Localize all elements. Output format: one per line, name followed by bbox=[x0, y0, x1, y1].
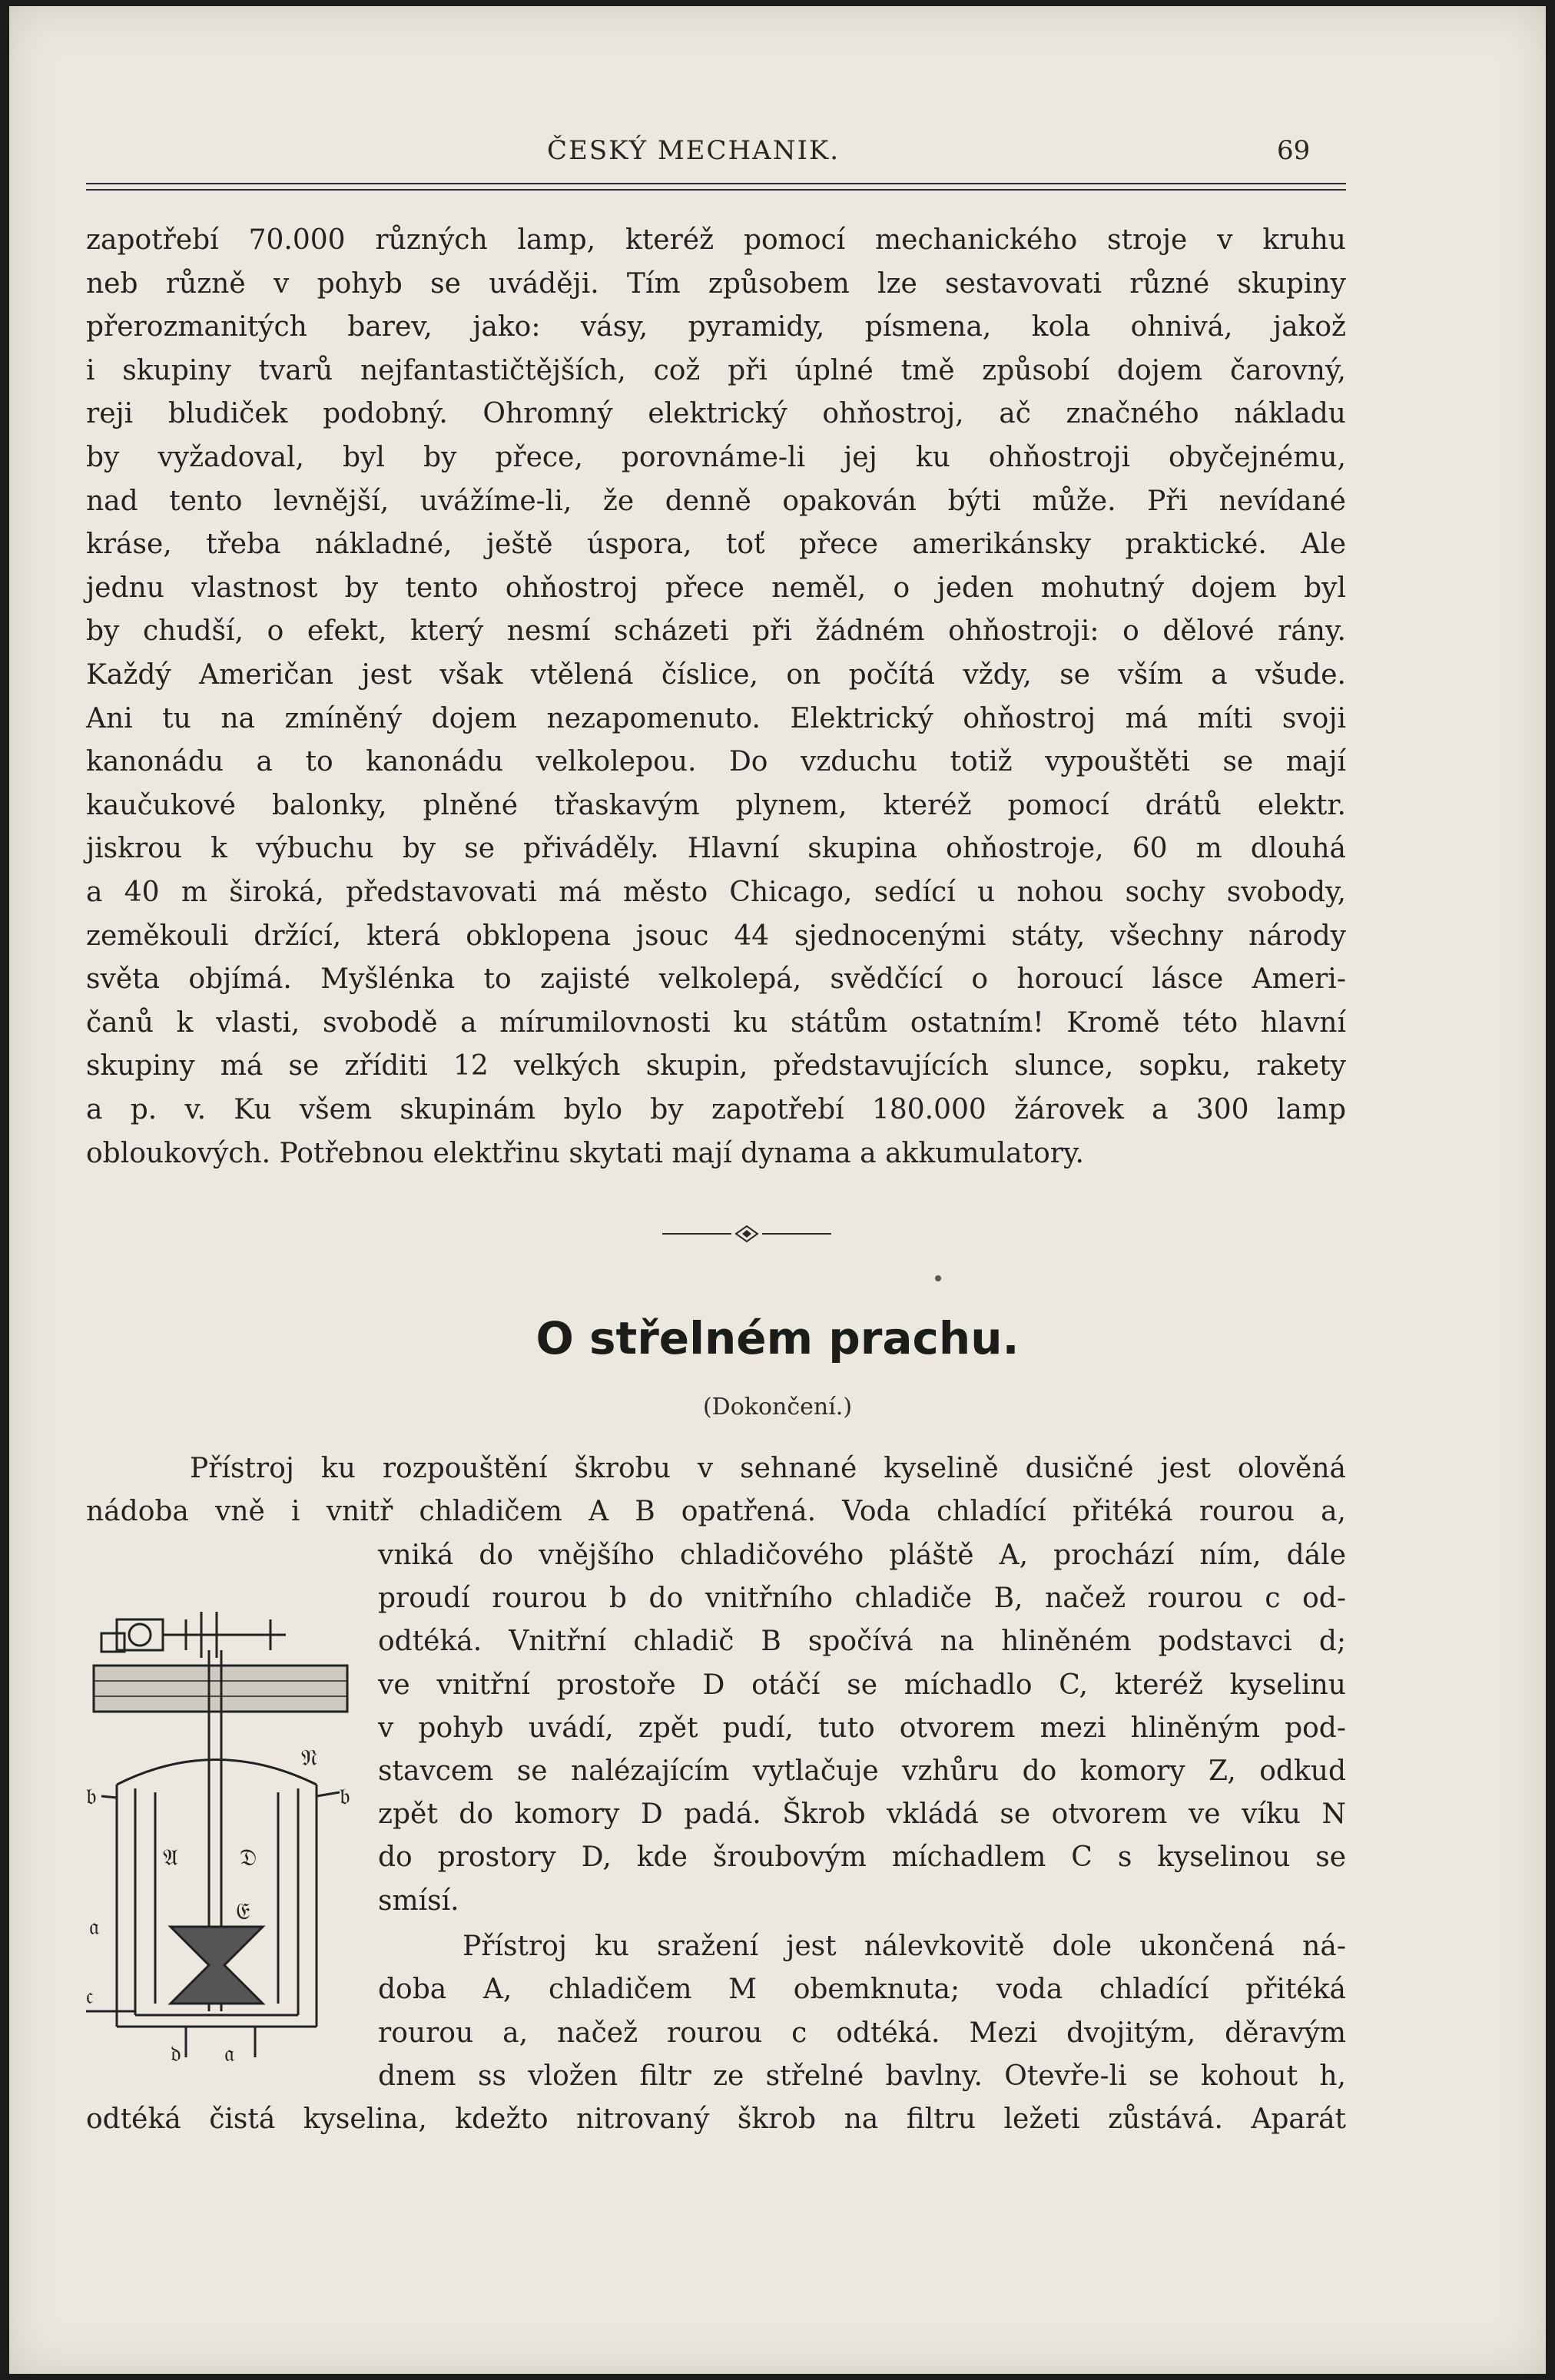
text-line: v pohyb uvádí, zpět pudí, tuto otvorem mezi hliněným pod- bbox=[378, 1712, 1346, 1744]
label-b-right: 𝔟 bbox=[340, 1783, 350, 1810]
text-line: kanonádu a to kanonádu velkolepou. Do vzduchu totiž vypouštěti se mají bbox=[86, 746, 1346, 778]
article-subtitle: (Dokončení.) bbox=[702, 1394, 853, 1420]
text-line: ve vnitřní prostoře D otáčí se míchadlo C, kteréž kyselinu bbox=[378, 1669, 1346, 1701]
article-title: O střelném prachu. bbox=[535, 1312, 1020, 1364]
text-line: neb různě v pohyb se uváději. Tím způsobem lze sestavovati různé skupiny bbox=[86, 267, 1346, 300]
page-number: 69 bbox=[1277, 135, 1311, 166]
text-line: Ani tu na zmíněný dojem nezapomenuto. Elektrický ohňostroj má míti svoji bbox=[86, 702, 1346, 734]
text-line: zeměkouli držící, která obklopena jsouc 44 sjednocenými státy, všechny národy bbox=[86, 920, 1346, 952]
header-rule bbox=[86, 183, 1346, 184]
text-line: nádoba vně i vnitř chladičem A B opatřená. Voda chladící přitéká rourou a, bbox=[86, 1496, 1346, 1527]
label-d-low: 𝔡 bbox=[171, 2040, 181, 2065]
text-line: do prostory D, kde šroubovým míchadlem C s kyselinou se bbox=[378, 1841, 1346, 1874]
text-line: světa objímá. Myšlénka to zajisté velkolepá, svědčící o horoucí lásce Ameri- bbox=[86, 963, 1346, 996]
text-line: čanů k vlasti, svobodě a mírumilovnosti ku státům ostatním! Kromě této hlavní bbox=[86, 1006, 1346, 1039]
text-line: přerozmanitých barev, jako: vásy, pyramidy, písmena, kola ohnivá, jakož bbox=[86, 311, 1346, 343]
text-line: a p. v. Ku všem skupinám bylo by zapotřebí 180.000 žárovek a 300 lamp bbox=[86, 1094, 1346, 1125]
text-line: smísí. bbox=[378, 1884, 459, 1917]
text-line: obloukových. Potřebnou elektřinu skytati mají dynama a akkumulatory. bbox=[86, 1137, 1084, 1169]
text-line: zpět do komory D padá. Škrob vkládá se otvorem ve víku N bbox=[378, 1798, 1346, 1831]
label-c-low: 𝔠 bbox=[86, 1983, 94, 2010]
label-d: 𝔇 bbox=[240, 1845, 257, 1871]
label-a-low: 𝔞 bbox=[224, 2040, 235, 2065]
text-line: proudí rourou b do vnitřního chladiče B, načež rourou c od- bbox=[378, 1583, 1346, 1615]
text-line: rourou a, načež rourou c odtéká. Mezi dvojitým, děravým bbox=[378, 2017, 1346, 2049]
text-line: doba A, chladičem M obemknuta; voda chladící přitéká bbox=[378, 1974, 1346, 2006]
ink-speck bbox=[935, 1275, 941, 1281]
text-line: vniká do vnějšího chladičového pláště A, prochází ním, dále bbox=[378, 1540, 1346, 1571]
text-line: kaučukové balonky, plněné třaskavým plynem, kteréž pomocí drátů elektr. bbox=[86, 789, 1346, 821]
text-line: Každý Američan jest však vtělená číslice, on počítá vždy, se vším a všude. bbox=[86, 659, 1346, 691]
text-line: i skupiny tvarů nejfantastičtějších, což při úplné tmě způsobí dojem čarovný, bbox=[86, 354, 1346, 386]
label-c: 𝔈 bbox=[236, 1898, 250, 1925]
text-line: odtéká čistá kyselina, kdežto nitrovaný škrob na filtru ležeti zůstává. Aparát bbox=[86, 2103, 1346, 2135]
label-a-left: 𝔞 bbox=[89, 1914, 100, 1941]
text-line: Přístroj ku rozpouštění škrobu v sehnané kyselině dusičné jest olověná bbox=[190, 1453, 1346, 1484]
label-b-left: 𝔟 bbox=[86, 1783, 97, 1810]
text-line: dnem ss vložen filtr ze střelné bavlny. Otevře-li se kohout h, bbox=[378, 2060, 1346, 2092]
label-n: 𝔑 bbox=[301, 1745, 318, 1772]
page-scan bbox=[9, 6, 1546, 2374]
running-header: ČESKÝ MECHANIK. bbox=[547, 135, 840, 166]
apparatus-illustration bbox=[86, 1596, 386, 2065]
text-line: odtéká. Vnitřní chladič B spočívá na hliněném podstavci d; bbox=[378, 1626, 1346, 1658]
text-line: reji bludiček podobný. Ohromný elektrický ohňostroj, ač značného nákladu bbox=[86, 398, 1346, 430]
text-line: by vyžadoval, byl by přece, porovnáme-li jej ku ohňostroji obyčejnému, bbox=[86, 442, 1346, 473]
header-rule-double bbox=[86, 189, 1346, 191]
text-line: jiskrou k výbuchu by se přiváděly. Hlavní skupina ohňostroje, 60 m dlouhá bbox=[86, 833, 1346, 865]
text-line: nad tento levnější, uvážíme-li, že denně opakován býti může. Při nevídané bbox=[86, 485, 1346, 517]
text-line: Přístroj ku sražení jest nálevkovitě dole ukončená ná- bbox=[463, 1931, 1346, 1962]
label-a-upper: 𝔄 bbox=[163, 1845, 178, 1871]
text-line: zapotřebí 70.000 různých lamp, kteréž pomocí mechanického stroje v kruhu bbox=[86, 224, 1346, 256]
text-line: stavcem se nalézajícím vytlačuje vzhůru do komory Z, odkud bbox=[378, 1755, 1346, 1787]
text-line: jednu vlastnost by tento ohňostroj přece neměl, o jeden mohutný dojem byl bbox=[86, 572, 1346, 604]
text-line: a 40 m široká, představovati má město Chicago, sedící u nohou sochy svobody, bbox=[86, 877, 1346, 908]
section-divider-ornament bbox=[662, 1218, 831, 1249]
text-line: kráse, třeba nákladné, ještě úspora, toť přece amerikánsky praktické. Ale bbox=[86, 529, 1346, 561]
text-line: by chudší, o efekt, který nesmí scházeti při žádném ohňostroji: o dělové rány. bbox=[86, 615, 1346, 648]
text-line: skupiny má se zříditi 12 velkých skupin, představujících slunce, sopku, rakety bbox=[86, 1050, 1346, 1082]
